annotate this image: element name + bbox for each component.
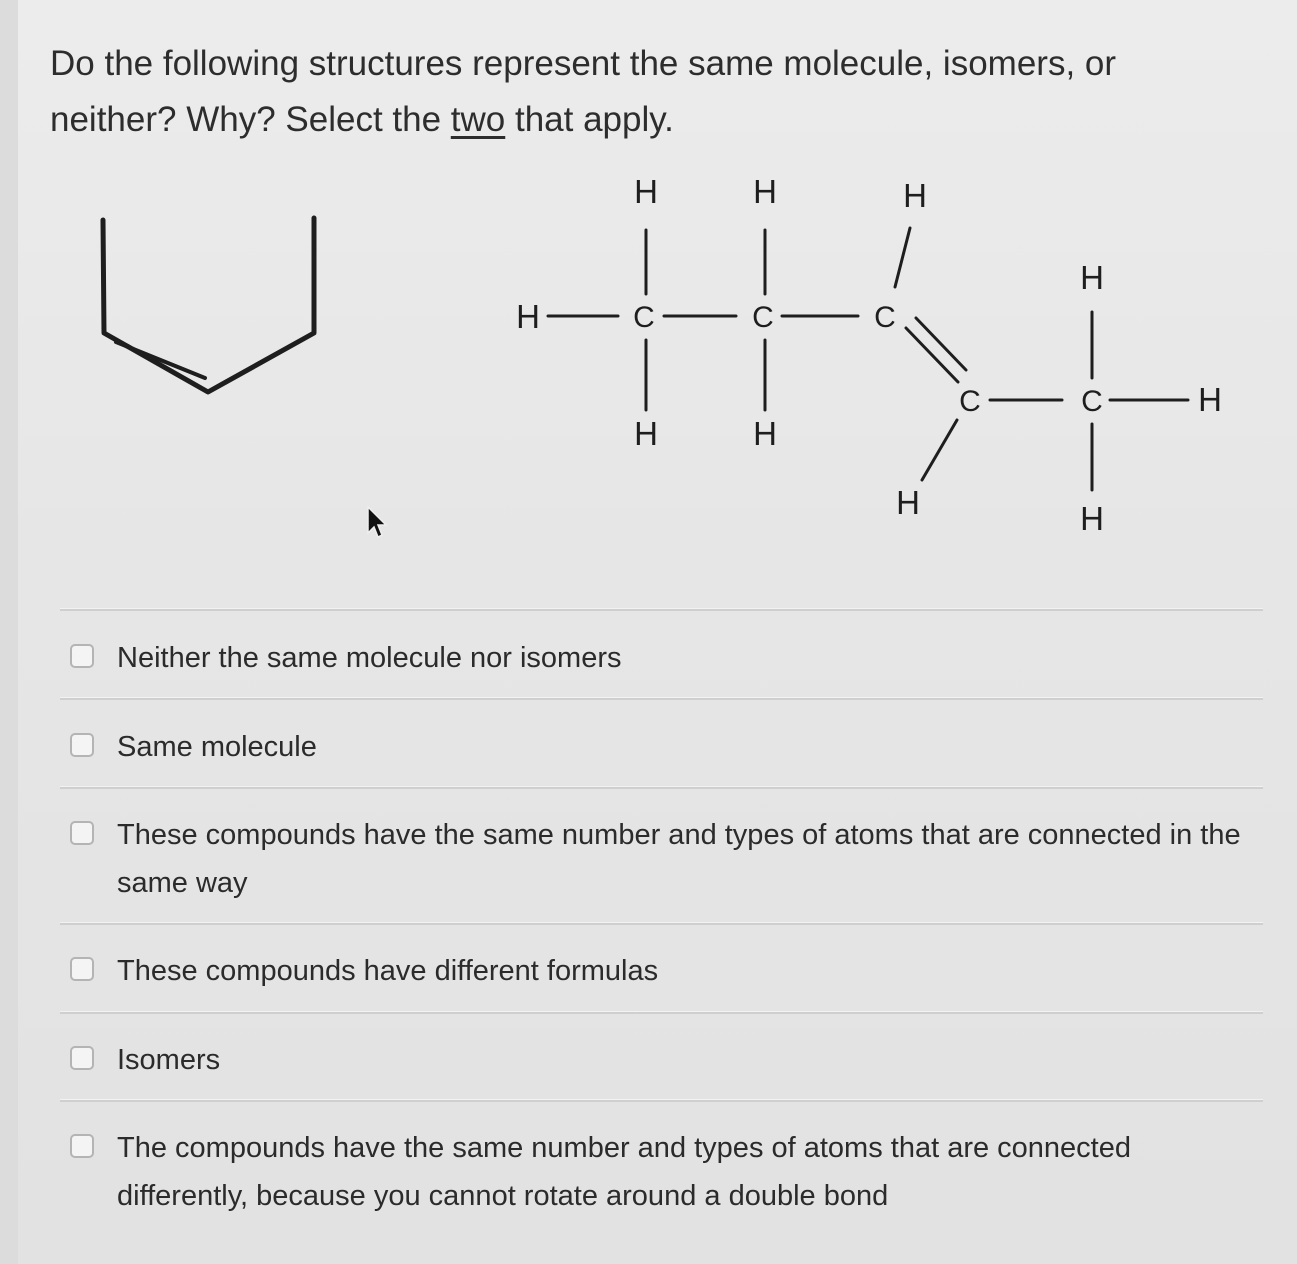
- atom-c-5: C: [1081, 385, 1103, 418]
- atom-c-2: C: [752, 301, 774, 334]
- option-label: Same molecule: [117, 731, 317, 763]
- option-label: Neither the same molecule nor isomers: [117, 642, 622, 674]
- option-divider: [60, 1011, 1263, 1014]
- atom-h-10: H: [1080, 500, 1104, 537]
- option-divider: [60, 608, 1263, 611]
- option-divider: [60, 922, 1263, 925]
- atom-c-1: C: [633, 301, 655, 334]
- option-checkbox[interactable]: [70, 733, 94, 757]
- question-text-end: that apply.: [505, 100, 674, 139]
- atom-c-4: C: [959, 385, 981, 418]
- option-divider: [60, 697, 1263, 700]
- option-label: These compounds have the same number and types of atoms that are connected in the same way: [117, 819, 1241, 899]
- skeletal-double-bond: [116, 342, 205, 378]
- atom-h-1: H: [634, 173, 658, 210]
- option-checkbox[interactable]: [70, 644, 94, 668]
- atom-c-3: C: [874, 301, 896, 334]
- atom-h-6: H: [1198, 381, 1222, 418]
- skeletal-bonds: [103, 218, 314, 392]
- atom-h-3: H: [903, 177, 927, 214]
- option-checkbox[interactable]: [70, 1134, 94, 1158]
- question-text-start: Do the following structures represent the same molecule, isomers, or neither? Why? Select the: [50, 44, 1117, 139]
- molecule-diagrams: [0, 0, 1297, 600]
- option-label: Isomers: [117, 1044, 221, 1076]
- option-divider: [60, 786, 1263, 789]
- question-emphasis: two: [450, 100, 506, 139]
- option-divider: [60, 1099, 1263, 1102]
- option-label: These compounds have different formulas: [117, 955, 659, 987]
- option-checkbox[interactable]: [70, 821, 94, 845]
- option-label: The compounds have the same number and types of atoms that are connected differently, because you cannot rotate around a double bond: [117, 1132, 1131, 1212]
- atom-h-9: H: [896, 484, 920, 521]
- atom-h-4: H: [516, 298, 540, 335]
- option-checkbox[interactable]: [70, 1046, 94, 1070]
- atom-h-8: H: [753, 415, 777, 452]
- atom-h-2: H: [753, 173, 777, 210]
- mouse-pointer-icon: [366, 505, 390, 544]
- option-checkbox[interactable]: [70, 957, 94, 981]
- atom-h-7: H: [634, 415, 658, 452]
- skeletal-structure: [103, 218, 314, 392]
- structural-atoms: [516, 173, 1222, 537]
- atom-h-5: H: [1080, 259, 1104, 296]
